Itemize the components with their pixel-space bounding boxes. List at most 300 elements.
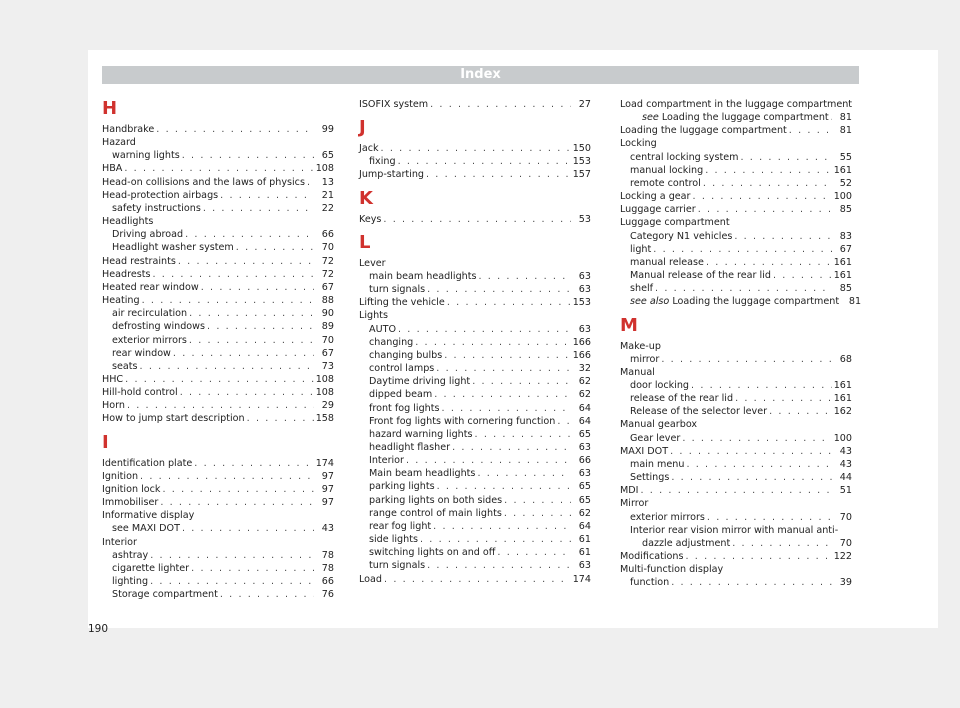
index-entry[interactable] [102,483,334,496]
index-entry-term: control lamps [369,363,435,375]
index-entry[interactable] [620,458,852,471]
index-entry-page[interactable]: 64 [578,520,591,532]
index-entry[interactable] [620,111,852,124]
index-entry[interactable] [359,533,591,546]
index-entry-page[interactable]: 88 [321,295,334,307]
dot-leader [156,123,314,136]
index-entry-page[interactable]: 90 [321,308,334,320]
index-entry-term: Head-on collisions and the laws of physics [102,176,305,188]
index-entry-page[interactable]: 43 [321,523,334,535]
index-entry-page[interactable]: 22 [321,202,334,214]
dot-leader [703,177,832,190]
dot-leader [142,294,314,307]
index-entry-page[interactable]: 78 [321,549,334,561]
index-entry[interactable] [620,511,852,524]
index-entry[interactable] [620,537,852,550]
dot-leader [406,454,571,467]
index-entry[interactable] [102,241,334,254]
index-entry-term: changing bulbs [369,349,443,361]
dot-leader [430,98,571,111]
index-entry-term: manual locking [630,164,704,176]
dot-leader [398,155,571,168]
index-entry-term: Headlight washer system [112,242,234,254]
index-entry-page[interactable]: 67 [321,347,334,359]
index-entry-page[interactable]: 153 [572,297,591,309]
index-entry[interactable] [102,202,334,215]
index-entry-page[interactable]: 70 [321,334,334,346]
index-entry-page[interactable]: 65 [578,428,591,440]
index-entry-term: Interior [369,455,404,467]
index-entry-page[interactable]: 51 [839,485,852,497]
index-entry[interactable] [359,559,591,572]
dot-leader [189,307,314,320]
index-entry-term: changing [369,336,414,348]
index-entry-page[interactable]: 61 [578,534,591,546]
index-heading: Informative display [102,510,195,522]
index-entry[interactable] [102,149,334,162]
index-entry-page[interactable]: 73 [321,360,334,372]
index-entry-page[interactable]: 166 [572,336,591,348]
dot-leader [162,483,314,496]
page-header: Index [102,66,859,84]
index-entry[interactable] [102,320,334,333]
index-entry-term: Luggage carrier [620,204,696,216]
index-entry-text: Loading the luggage compartment [672,296,840,308]
index-entry[interactable] [620,295,862,308]
dot-leader [191,562,314,575]
index-entry[interactable] [359,402,591,415]
dot-leader [671,471,832,484]
index-entry-term: Loading the luggage compartment [620,125,787,137]
index-heading: Interior [102,536,137,548]
dot-leader [384,573,571,586]
index-entry-term: Ignition [102,470,139,482]
index-entry-page[interactable]: 62 [578,389,591,401]
dot-leader [641,484,833,497]
index-entry[interactable] [620,405,852,418]
index-entry-term: HBA [102,163,123,175]
index-entry-term: front fog lights [369,402,440,414]
index-entry-page[interactable]: 70 [321,242,334,254]
index-entry[interactable] [102,334,334,347]
index-entry[interactable] [102,228,334,241]
index-column-3 [620,98,862,589]
index-entry-page[interactable]: 97 [321,497,334,509]
index-entry-term: headlight flasher [369,441,451,453]
dot-leader [693,190,832,203]
index-entry-page[interactable]: 62 [578,376,591,388]
index-entry-term: Hill-hold control [102,387,178,399]
index-entry-page[interactable]: 100 [833,432,852,444]
index-entry-page[interactable]: 27 [578,99,591,110]
index-entry-term: Main beam headlights [369,468,476,480]
index-entry-page[interactable]: 89 [321,321,334,333]
index-entry-page[interactable]: 174 [315,457,334,469]
index-entry-page[interactable]: 76 [321,589,334,601]
index-entry[interactable] [359,520,591,533]
index-entry-page[interactable]: 63 [578,560,591,572]
index-entry-page[interactable]: 100 [833,191,852,203]
index-entry-term: Jump-starting [359,169,424,181]
index-entry-term: Driving abroad [112,229,184,241]
index-entry-page[interactable]: 161 [833,379,852,391]
index-entry-page[interactable]: 64 [578,402,591,414]
index-entry[interactable] [102,281,334,294]
dot-leader [220,189,314,202]
index-entry-page[interactable]: 13 [321,176,334,188]
index-entry[interactable] [359,336,591,349]
index-entry-page[interactable]: 174 [572,573,591,585]
index-entry-term: manual release [630,256,704,268]
index-entry-page[interactable]: 150 [572,143,591,155]
index-entry-page[interactable]: 67 [839,243,852,255]
index-entry-page[interactable]: 65 [578,481,591,493]
index-entry-page[interactable]: 66 [578,455,591,467]
index-entry-term: fixing [369,156,396,168]
index-entry-page[interactable]: 62 [578,507,591,519]
index-entry-page[interactable]: 63 [578,284,591,296]
index-entry[interactable] [102,268,334,281]
dot-leader [698,203,832,216]
index-entry[interactable] [359,546,591,559]
index-entry-page[interactable]: 66 [321,576,334,587]
index-entry[interactable] [359,270,591,283]
index-entry[interactable] [102,162,334,175]
index-entry[interactable] [359,155,591,168]
index-entry[interactable] [359,467,591,480]
dot-leader [415,336,570,349]
index-entry[interactable] [102,588,334,601]
dot-leader [140,360,314,373]
index-entry-term: Horn [102,400,125,412]
index-entry-term: see MAXI DOT [112,523,180,535]
dot-leader [504,507,571,520]
index-entry-term: Release of the selector lever [630,406,768,418]
index-entry-term: Front fog lights with cornering function [369,415,556,427]
index-entry-page[interactable]: 43 [839,458,852,470]
index-column-1 [102,98,334,601]
dot-leader [127,399,314,412]
index-entry[interactable] [102,360,334,373]
index-entry-term: MAXI DOT [620,445,669,457]
index-entry-page[interactable]: 99 [321,124,334,135]
index-entry[interactable] [102,399,334,412]
index-entry[interactable] [620,177,852,190]
index-entry-term: Immobiliser [102,497,159,509]
dot-leader [150,549,314,562]
index-entry-term: Settings [630,472,670,484]
index-entry-term: mirror [630,353,660,365]
dot-leader [686,458,832,471]
index-entry[interactable] [102,123,334,136]
index-entry[interactable] [620,432,852,445]
index-entry[interactable] [359,415,591,428]
index-entry-page[interactable]: 97 [321,483,334,495]
index-entry[interactable] [620,445,852,458]
index-entry[interactable] [359,283,591,296]
dot-leader [734,230,832,243]
index-entry-page[interactable]: 83 [839,230,852,242]
index-entry[interactable] [102,373,334,386]
index-entry[interactable] [620,392,852,405]
index-entry[interactable] [102,255,334,268]
index-entry[interactable] [359,428,591,441]
index-entry-page[interactable]: 81 [839,125,852,137]
index-entry-term: defrosting windows [112,321,206,333]
index-entry-term: Head restraints [102,255,176,267]
index-entry[interactable] [359,168,591,181]
index-entry-term: rear window [112,347,171,359]
index-entry-page[interactable]: 108 [315,373,334,385]
index-entry-term: switching lights on and off [369,547,496,559]
dot-leader [160,496,314,509]
index-heading: Lever [359,257,386,269]
dot-leader [220,588,314,601]
dot-leader [173,347,314,360]
index-heading: Lights [359,310,388,322]
section-letter: M [620,314,638,336]
index-entry-term: exterior mirrors [630,511,705,523]
index-entry-page[interactable]: 63 [578,441,591,453]
index-entry-term: air recirculation [112,308,188,320]
dot-leader [201,281,314,294]
index-entry[interactable] [102,412,334,425]
dot-leader [398,323,571,336]
index-entry-page[interactable]: 108 [315,163,334,175]
dot-leader [707,511,832,524]
index-entry-page[interactable]: 70 [839,537,852,549]
index-column-2 [359,98,591,586]
index-entry-term: parking lights on both sides [369,494,503,506]
index-entry[interactable] [620,256,852,269]
index-entry-page[interactable]: 162 [833,406,852,418]
dot-leader [152,268,314,281]
dot-leader [661,353,832,366]
dot-leader [182,149,314,162]
dot-leader [185,228,314,241]
dot-leader [207,320,314,333]
index-entry-term: Heated rear window [102,281,199,293]
index-entry-page[interactable]: 161 [833,256,852,268]
index-entry-page[interactable]: 53 [578,213,591,225]
index-entry-page[interactable]: 97 [321,470,334,482]
index-entry[interactable] [620,379,852,392]
index-entry-page[interactable]: 158 [315,413,334,425]
index-entry-term: turn signals [369,284,426,296]
index-entry[interactable] [620,230,852,243]
index-entry[interactable] [620,203,852,216]
index-entry[interactable] [620,576,852,589]
index-entry[interactable] [359,480,591,493]
dot-leader [447,296,571,309]
dot-leader [472,375,571,388]
index-entry[interactable] [102,496,334,509]
dot-leader [437,480,571,493]
index-entry-page[interactable]: 55 [839,151,852,163]
index-entry[interactable] [620,484,852,497]
section-letter: J [359,117,366,139]
index-entry-page[interactable]: 161 [833,164,852,176]
index-entry[interactable] [620,550,852,563]
dot-leader [706,256,832,269]
dot-leader [180,386,314,399]
index-entry-term: seats [112,360,138,372]
index-entry-page[interactable]: 85 [839,283,852,295]
index-entry-page[interactable]: 32 [578,363,591,375]
index-entry[interactable] [359,142,591,155]
index-entry-page[interactable]: 157 [572,169,591,181]
dot-leader [682,432,831,445]
index-entry-page[interactable]: 65 [578,494,591,506]
dot-leader [479,270,572,283]
index-entry-page[interactable]: 39 [839,577,852,589]
index-entry[interactable] [102,347,334,360]
section-letter: I [102,431,109,453]
index-entry[interactable] [359,507,591,520]
index-entry-page[interactable]: 153 [572,156,591,168]
index-entry-term: main menu [630,458,685,470]
dot-leader [442,402,571,415]
index-entry-page[interactable]: 70 [839,511,852,523]
index-entry-page[interactable]: 161 [833,393,852,405]
index-entry[interactable] [359,494,591,507]
index-entry-page[interactable]: 21 [321,189,334,201]
dot-leader [789,124,832,137]
dot-leader [236,241,314,254]
index-entry-page[interactable]: 29 [321,400,334,412]
dot-leader [769,405,832,418]
dot-leader [433,520,571,533]
index-entry-term: AUTO [369,323,396,335]
index-entry-page[interactable]: 81 [839,112,852,124]
dot-leader [670,445,832,458]
dot-leader [653,243,832,256]
dot-leader [831,111,832,124]
index-entry-term: main beam headlights [369,270,477,282]
dot-leader [732,537,832,550]
index-heading: Make-up [620,340,661,352]
index-entry-page[interactable]: 67 [321,281,334,293]
index-entry-page[interactable]: 65 [321,150,334,162]
index-entry[interactable] [102,575,334,588]
index-entry[interactable] [102,457,334,470]
index-entry-page[interactable]: 63 [578,323,591,335]
index-entry[interactable] [102,189,334,202]
index-entry-term [630,295,839,308]
dot-leader [427,283,571,296]
index-entry-page[interactable]: 72 [321,255,334,267]
index-entry[interactable] [359,573,591,586]
index-entry-term: HHC [102,373,124,385]
index-entry-page[interactable]: 78 [321,562,334,574]
index-entry[interactable] [102,549,334,562]
dot-leader [426,168,571,181]
dot-leader [557,415,571,428]
index-entry[interactable] [620,282,852,295]
dot-leader [685,550,831,563]
index-entry-term: Storage compartment [112,589,218,601]
index-entry-page[interactable]: 63 [578,468,591,480]
index-entry-page[interactable]: 108 [315,387,334,399]
index-entry-term: door locking [630,379,690,391]
index-entry[interactable] [359,388,591,401]
index-entry-term: remote control [630,177,701,189]
index-entry[interactable] [359,98,591,111]
index-entry[interactable] [620,164,852,177]
index-entry[interactable] [359,213,591,226]
index-entry-page[interactable]: 72 [321,268,334,280]
index-entry-page[interactable]: 52 [839,177,852,189]
index-entry[interactable] [359,349,591,362]
index-entry[interactable] [102,307,334,320]
index-entry-term: How to jump start description [102,413,245,425]
index-entry[interactable] [102,176,334,189]
index-entry-page[interactable]: 68 [839,353,852,365]
dot-leader [247,412,314,425]
index-entry-page[interactable]: 81 [848,296,862,308]
dot-leader [383,213,571,226]
index-entry-term: Heating [102,295,140,307]
index-entry-page[interactable]: 161 [833,270,852,282]
index-entry-page[interactable]: 44 [839,472,852,484]
index-heading: Manual gearbox [620,419,698,431]
index-entry[interactable] [620,151,852,164]
index-entry[interactable] [620,471,852,484]
index-entry-page[interactable]: 122 [833,551,852,562]
page-number: 190 [88,623,109,635]
index-entry[interactable] [359,296,591,309]
index-entry[interactable] [620,124,852,137]
index-entry[interactable] [620,190,852,203]
dot-leader [203,202,314,215]
index-entry[interactable] [359,375,591,388]
index-entry[interactable] [359,362,591,375]
index-entry-term: ISOFIX system [359,99,429,110]
index-entry[interactable] [102,522,334,535]
index-entry[interactable] [359,454,591,467]
index-entry[interactable] [620,243,852,256]
index-entry[interactable] [359,323,591,336]
index-entry[interactable] [102,470,334,483]
index-entry-page[interactable]: 63 [578,270,591,282]
index-entry-term: MDI [620,485,639,497]
index-entry[interactable] [359,441,591,454]
index-entry-term: parking lights [369,481,435,493]
index-entry-page[interactable]: 66 [321,229,334,241]
index-entry[interactable] [620,353,852,366]
section-letter: K [359,187,373,209]
index-entry[interactable] [102,386,334,399]
index-heading: Manual [620,366,655,378]
index-entry-term: dazzle adjustment [642,537,731,549]
index-entry[interactable] [102,562,334,575]
index-entry-page[interactable]: 64 [578,415,591,427]
section-letter: L [359,231,371,253]
index-entry[interactable] [620,269,852,282]
index-entry-page[interactable]: 61 [578,547,591,559]
dot-leader [178,255,314,268]
index-entry-page[interactable]: 85 [839,204,852,216]
see-reference: see also [630,296,670,308]
dot-leader [124,162,313,175]
index-entry-term: Head-protection airbags [102,189,219,201]
index-entry-page[interactable]: 166 [572,349,591,361]
index-entry-page[interactable]: 43 [839,445,852,457]
index-entry[interactable] [102,294,334,307]
dot-leader [444,349,570,362]
dot-leader [475,428,571,441]
index-entry-term: lighting [112,576,149,587]
